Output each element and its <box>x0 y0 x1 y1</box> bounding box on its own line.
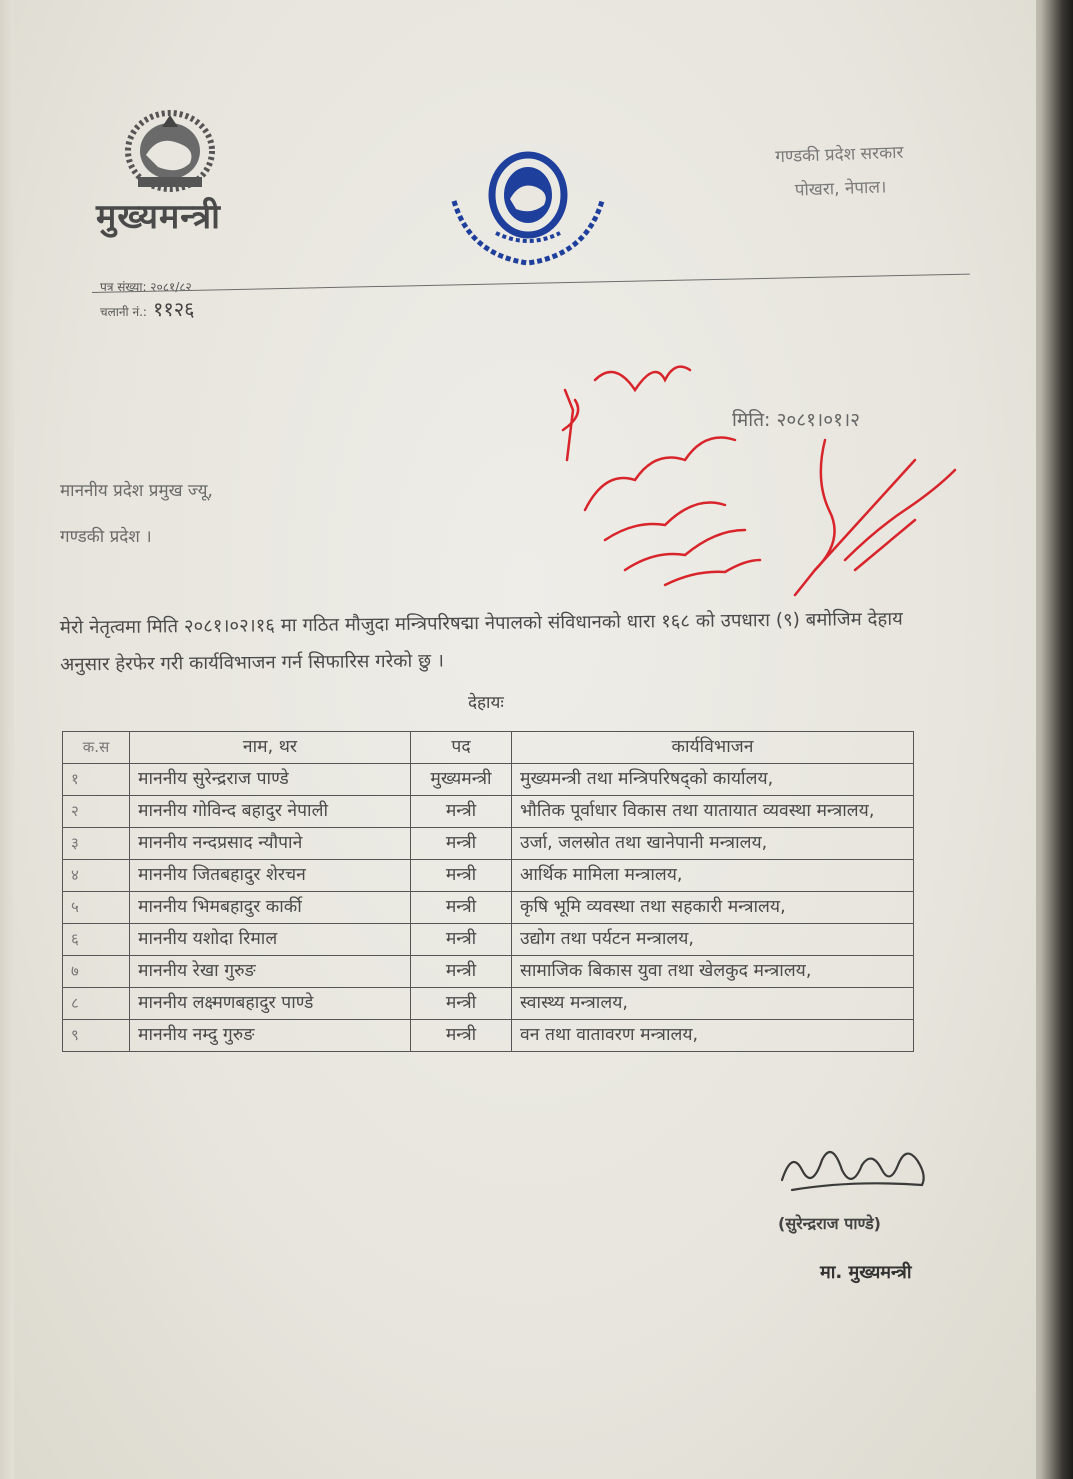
header-post: पद <box>411 732 512 764</box>
row-name: माननीय नन्दप्रसाद न्यौपाने <box>130 828 411 860</box>
row-post: मन्त्री <box>411 892 512 924</box>
government-address <box>754 135 926 209</box>
row-portfolio: भौतिक पूर्वाधार विकास तथा यातायात व्यवस्था मन्त्रालय, <box>512 796 914 828</box>
row-name: माननीय जितबहादुर शेरचन <box>130 860 411 892</box>
ref-chalani-number: ११२६ <box>152 297 195 321</box>
header-sn: क.स <box>63 732 130 764</box>
table-row <box>63 924 914 956</box>
signer-name: (सुरेन्द्रराज पाण्डे) <box>778 1214 881 1233</box>
handwritten-red-signature <box>785 420 965 604</box>
table-header-row <box>63 732 914 764</box>
office-seal-icon <box>440 145 616 277</box>
table-row <box>63 764 914 796</box>
table-caption: देहायः <box>468 693 504 713</box>
handwritten-receipt-note <box>545 320 795 594</box>
row-post: मन्त्री <box>411 796 512 828</box>
row-portfolio: उर्जा, जलस्रोत तथा खानेपानी मन्त्रालय, <box>512 828 914 860</box>
row-post: मन्त्री <box>411 1020 512 1052</box>
row-sn: ८ <box>63 988 130 1020</box>
row-post: मन्त्री <box>411 956 512 988</box>
row-post: मुख्यमन्त्री <box>411 764 512 796</box>
ref-chalani <box>100 298 195 323</box>
ref-chalani-label: चलानी नं.: <box>100 305 147 319</box>
row-name: माननीय रेखा गुरुङ <box>130 956 411 988</box>
table-row <box>63 956 914 988</box>
row-name: माननीय यशोदा रिमाल <box>130 924 411 956</box>
row-sn: ९ <box>63 1020 130 1052</box>
row-sn: १ <box>63 764 130 796</box>
row-sn: ७ <box>63 956 130 988</box>
table-row <box>63 1020 914 1052</box>
row-sn: २ <box>63 796 130 828</box>
row-sn: ५ <box>63 892 130 924</box>
government-city: पोखरा, नेपाल। <box>794 177 887 201</box>
row-name: माननीय सुरेन्द्रराज पाण्डे <box>130 764 411 796</box>
table-row <box>63 828 914 860</box>
row-name: माननीय गोविन्द बहादुर नेपाली <box>130 796 411 828</box>
row-post: मन्त्री <box>411 860 512 892</box>
letter-date: मिति: २०८१।०१।२ <box>732 409 861 431</box>
header-portfolio: कार्यविभाजन <box>512 732 914 764</box>
row-portfolio: उद्योग तथा पर्यटन मन्त्रालय, <box>512 924 914 956</box>
addressee-line-1: माननीय प्रदेश प्रमुख ज्यू, <box>60 481 213 501</box>
row-name: माननीय लक्ष्मणबहादुर पाण्डे <box>130 988 411 1020</box>
table-row <box>63 892 914 924</box>
nepal-emblem-icon <box>118 105 222 199</box>
row-post: मन्त्री <box>411 988 512 1020</box>
ref-patra-sankhya: पत्र संख्या: २०८१/८२ <box>100 280 192 294</box>
addressee <box>60 468 213 560</box>
portfolio-table <box>62 731 914 1052</box>
handwritten-signature <box>772 1130 942 1214</box>
row-name: माननीय नम्दु गुरुङ <box>130 1020 411 1052</box>
row-sn: ४ <box>63 860 130 892</box>
header-name: नाम, थर <box>130 732 411 764</box>
addressee-line-2: गण्डकी प्रदेश । <box>60 527 152 547</box>
reference-block <box>100 276 195 323</box>
row-name: माननीय भिमबहादुर कार्की <box>130 892 411 924</box>
office-title: मुख्यमन्त्री <box>96 197 221 237</box>
row-sn: ३ <box>63 828 130 860</box>
row-portfolio: मुख्यमन्त्री तथा मन्त्रिपरिषद्को कार्यालय, <box>512 764 914 796</box>
table-row <box>63 988 914 1020</box>
row-portfolio: आर्थिक मामिला मन्त्रालय, <box>512 860 914 892</box>
row-portfolio: कृषि भूमि व्यवस्था तथा सहकारी मन्त्रालय, <box>512 892 914 924</box>
table-row <box>63 796 914 828</box>
row-portfolio: वन तथा वातावरण मन्त्रालय, <box>512 1020 914 1052</box>
row-post: मन्त्री <box>411 924 512 956</box>
row-sn: ६ <box>63 924 130 956</box>
signer-title: मा. मुख्यमन्त्री <box>820 1262 912 1283</box>
letter-body: मेरो नेतृत्वमा मिति २०८१।०२।१६ मा गठित मौजुदा मन्त्रिपरिषद्मा नेपालको संविधानको धारा १६८ को उपधारा (९) बमोजिम देहाय अनुसार हेरफेर गरी कार्यविभाजन गर्न सिफारिस गरेको छु । <box>59 608 903 676</box>
row-portfolio: स्वास्थ्य मन्त्रालय, <box>512 988 914 1020</box>
row-post: मन्त्री <box>411 828 512 860</box>
table-row <box>63 860 914 892</box>
government-name: गण्डकी प्रदेश सरकार <box>775 142 904 168</box>
row-portfolio: सामाजिक बिकास युवा तथा खेलकुद मन्त्रालय, <box>512 956 914 988</box>
